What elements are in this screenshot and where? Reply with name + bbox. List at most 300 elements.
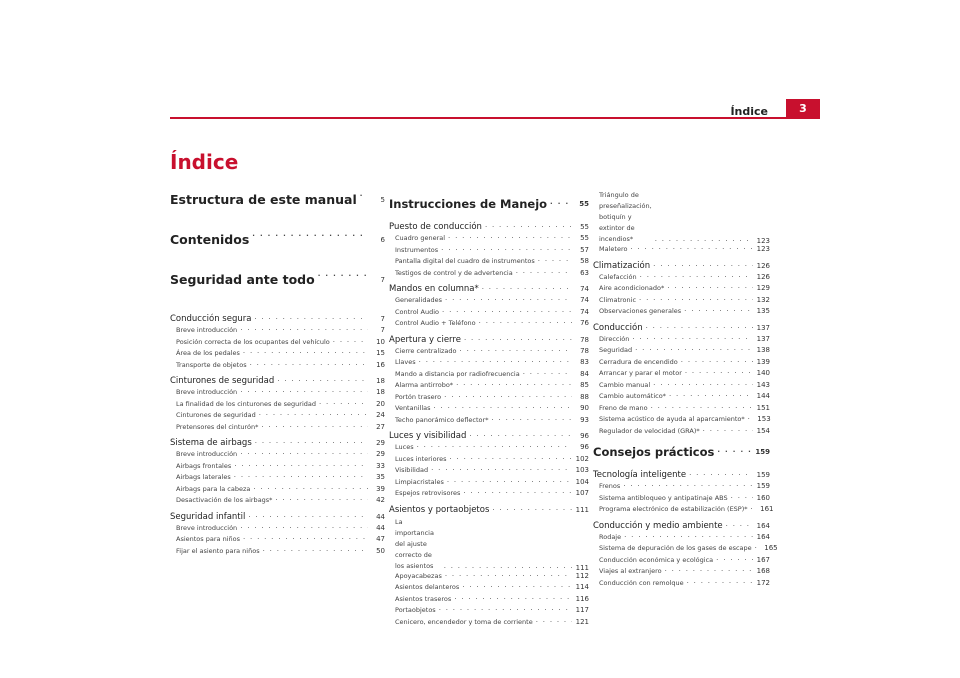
toc-subentry[interactable]	[593, 335, 770, 347]
dot-leader	[318, 272, 368, 280]
toc-main-heading[interactable]	[170, 270, 385, 310]
toc-subentry[interactable]	[389, 308, 589, 320]
dot-leader	[667, 284, 753, 292]
toc-entry-label: Conducción	[593, 322, 643, 333]
header-rule	[170, 117, 820, 119]
toc-subentry[interactable]	[593, 369, 770, 381]
toc-entry-label: Testigos de control y de advertencia	[395, 268, 513, 277]
toc-entry-label: Breve introducción	[176, 450, 238, 458]
toc-subentry[interactable]	[389, 404, 589, 416]
dot-leader	[516, 269, 572, 277]
toc-entry-label: Mandos en columna*	[389, 284, 479, 294]
toc-page-number: 16	[376, 360, 385, 369]
toc-entry-label: Pantalla digital del cuadro de instrumentos	[395, 257, 535, 265]
dot-leader	[255, 439, 368, 447]
toc-subentry[interactable]	[170, 450, 385, 462]
dot-leader	[653, 381, 753, 389]
toc-page-number: 159	[756, 482, 770, 490]
toc-subentry[interactable]	[389, 455, 589, 467]
toc-entry-label: Instrumentos	[395, 245, 439, 254]
toc-entry-label: Breve introducción	[176, 326, 238, 334]
toc-entry-label: Programa electrónico de estabilización (ESP)*	[599, 505, 748, 513]
toc-entry-label: Estructura de este manual	[170, 192, 357, 207]
toc-section[interactable]	[170, 312, 385, 326]
toc-page-number: 143	[756, 380, 770, 389]
dot-leader	[248, 513, 368, 521]
dot-leader	[360, 192, 368, 200]
dot-leader	[240, 450, 368, 458]
toc-entry-label: Mando a distancia por radiofrecuencia	[395, 369, 520, 378]
toc-main-heading[interactable]	[170, 230, 385, 270]
toc-entry-label: Airbags para la cabeza	[176, 484, 251, 493]
dot-leader	[538, 257, 572, 265]
toc-subentry[interactable]	[389, 466, 589, 478]
toc-subentry[interactable]	[170, 473, 385, 485]
toc-subentry[interactable]	[170, 349, 385, 361]
toc-entry-label: Posición correcta de los ocupantes del vehículo	[176, 337, 330, 346]
toc-subentry[interactable]	[170, 411, 385, 423]
toc-subentry[interactable]	[593, 346, 770, 358]
toc-page-number: 123	[756, 245, 770, 253]
dot-leader	[491, 416, 572, 424]
toc-entry-label: Cierre centralizado	[395, 346, 457, 355]
toc-entry-label: Apertura y cierre	[389, 334, 461, 345]
toc-entry-label: Asientos y portaobjetos	[389, 504, 490, 515]
toc-entry-label: Conducción económica y ecológica	[599, 555, 714, 564]
dot-leader	[243, 535, 368, 543]
toc-entry-label: Área de los pedales	[176, 349, 240, 357]
toc-subentry[interactable]	[593, 273, 770, 285]
toc-subentry[interactable]	[389, 296, 589, 308]
toc-main-heading[interactable]	[170, 190, 385, 230]
toc-page-number: 107	[575, 489, 589, 497]
toc-entry-label: Aire acondicionado*	[599, 284, 665, 292]
toc-page-number: 10	[376, 337, 385, 346]
toc-section[interactable]	[593, 259, 770, 273]
toc-subentry[interactable]	[389, 370, 589, 382]
toc-subentry[interactable]	[593, 284, 770, 296]
toc-page-number: 132	[756, 295, 770, 304]
toc-subentry[interactable]	[593, 190, 770, 245]
toc-subentry[interactable]	[389, 358, 589, 370]
toc-subentry[interactable]	[389, 416, 589, 428]
toc-subentry[interactable]	[593, 494, 770, 506]
toc-entry-label: Conducción segura	[170, 314, 252, 324]
toc-entry-label: Triángulo de preseñalización, botiquín y extintor de incendios*	[599, 191, 652, 243]
toc-page-number: 20	[376, 399, 385, 408]
toc-entry-label: Sistema acústico de ayuda al aparcamiento*	[599, 415, 745, 423]
toc-subentry[interactable]	[170, 496, 385, 508]
toc-page-number: 126	[756, 261, 770, 270]
dot-leader	[731, 494, 753, 502]
toc-page-number: 139	[756, 357, 770, 366]
dot-leader	[444, 393, 572, 401]
toc-subentry[interactable]	[389, 393, 589, 405]
toc-page-number: 47	[376, 535, 385, 543]
toc-page-number: 7	[380, 276, 385, 284]
toc-entry-label: Frenos	[599, 482, 621, 490]
dot-leader	[441, 246, 572, 254]
toc-section[interactable]	[389, 333, 589, 347]
toc-subentry[interactable]	[389, 517, 589, 572]
dot-leader	[640, 273, 753, 281]
toc-section[interactable]	[389, 429, 589, 443]
toc-section[interactable]	[389, 503, 589, 517]
toc-entry-label: Luces y visibilidad	[389, 431, 467, 441]
toc-subentry[interactable]	[170, 462, 385, 474]
dot-leader	[665, 567, 753, 575]
dot-leader	[462, 583, 572, 591]
toc-subentry[interactable]	[593, 567, 770, 579]
toc-subentry[interactable]	[593, 533, 770, 545]
toc-subentry[interactable]	[389, 257, 589, 269]
toc-subentry[interactable]	[593, 404, 770, 416]
toc-subentry[interactable]	[389, 443, 589, 455]
dot-leader	[479, 319, 572, 327]
toc-page-number: 111	[575, 505, 589, 514]
toc-part-heading[interactable]	[593, 438, 770, 466]
toc-page-number: 83	[580, 358, 589, 366]
toc-page-number: 29	[376, 439, 385, 447]
toc-entry-label: Portón trasero	[395, 392, 442, 401]
toc-entry-label: Climatronic	[599, 295, 637, 304]
toc-entry-label: Cambio manual	[599, 380, 651, 389]
toc-section[interactable]	[170, 510, 385, 524]
dot-leader	[651, 404, 753, 412]
toc-page-number: 164	[756, 521, 770, 530]
dot-leader	[234, 462, 368, 470]
toc-subentry[interactable]	[389, 246, 589, 258]
dot-leader	[454, 595, 572, 603]
toc-page-number: 39	[376, 484, 385, 493]
toc-page-number: 129	[756, 284, 770, 292]
toc-subentry[interactable]	[170, 400, 385, 412]
dot-leader	[550, 200, 572, 208]
toc-entry-label: Transporte de objetos	[176, 360, 247, 369]
dot-leader	[277, 377, 368, 385]
toc-page-number: 151	[756, 403, 770, 412]
toc-subentry[interactable]	[389, 319, 589, 331]
toc-entry-label: Rodaje	[599, 532, 622, 541]
toc-page-number: 84	[580, 369, 589, 378]
toc-entry-label: Conducción y medio ambiente	[593, 520, 723, 531]
toc-column-2	[389, 190, 589, 629]
toc-entry-label: Airbags frontales	[176, 461, 232, 470]
toc-page-number: 35	[376, 473, 385, 481]
toc-subentry[interactable]	[170, 326, 385, 338]
dot-leader	[240, 388, 368, 396]
dot-leader	[630, 245, 753, 253]
toc-subentry[interactable]	[170, 338, 385, 350]
dot-leader	[646, 324, 753, 332]
toc-subentry[interactable]	[593, 505, 774, 517]
toc-entry-label: Cambio automático*	[599, 392, 666, 400]
toc-subentry[interactable]	[593, 482, 770, 494]
toc-entry-label: Arrancar y parar el motor	[599, 369, 682, 377]
toc-page-number: 159	[755, 448, 770, 456]
toc-page-number: 121	[575, 617, 589, 626]
toc-page-number: 159	[756, 471, 770, 479]
toc-entry-label: Observaciones generales	[599, 307, 682, 315]
dot-leader	[482, 285, 572, 293]
page-title: Índice	[170, 150, 239, 174]
toc-page-number: 44	[376, 512, 385, 521]
toc-entry-label: Cinturones de seguridad	[170, 376, 275, 386]
toc-page-number: 161	[760, 505, 774, 513]
toc-subentry[interactable]	[593, 544, 778, 556]
toc-subentry[interactable]	[389, 381, 589, 393]
toc-subentry[interactable]	[593, 556, 770, 568]
dot-leader	[726, 522, 753, 530]
dot-leader	[689, 471, 753, 479]
toc-subentry[interactable]	[389, 583, 589, 595]
dot-leader	[684, 307, 753, 315]
toc-subentry[interactable]	[593, 358, 770, 370]
toc-page-number: 29	[376, 450, 385, 458]
toc-entry-label: Generalidades	[395, 296, 443, 304]
toc-entry-label: Regulador de velocidad (GRA)*	[599, 426, 700, 435]
toc-entry-label: Consejos prácticos	[593, 445, 715, 459]
toc-column-1	[170, 190, 385, 558]
toc-subentry[interactable]	[389, 572, 589, 584]
toc-page-number: 114	[575, 583, 589, 591]
dot-leader	[445, 296, 572, 304]
toc-entry-label: Cerradura de encendido	[599, 357, 678, 366]
toc-section[interactable]	[389, 220, 589, 234]
toc-page-number: 5	[380, 196, 385, 204]
toc-page-number: 27	[376, 422, 385, 431]
toc-subentry[interactable]	[170, 361, 385, 373]
toc-entry-label: Asientos para niños	[176, 535, 240, 543]
running-header-title: Índice	[730, 105, 768, 118]
toc-entry-label: Control Audio + Teléfono	[395, 319, 476, 327]
dot-leader	[439, 606, 572, 614]
toc-page-number: 102	[575, 454, 589, 463]
toc-entry-label: Control Audio	[395, 307, 440, 316]
dot-leader	[252, 232, 368, 240]
dot-leader	[681, 358, 753, 366]
toc-entry-label: Contenidos	[170, 232, 250, 247]
toc-page-number: 58	[580, 257, 589, 265]
toc-entry-label: Freno de mano	[599, 403, 648, 412]
dot-leader	[448, 234, 572, 242]
toc-page-number: 18	[376, 388, 385, 396]
toc-page-number: 137	[756, 334, 770, 343]
toc-page-number: 63	[580, 268, 589, 277]
toc-entry-label: Espejos retrovisores	[395, 489, 461, 497]
toc-entry-label: Pretensores del cinturón*	[176, 422, 259, 431]
toc-page-number: 123	[756, 237, 770, 245]
toc-page-number: 160	[756, 493, 770, 502]
toc-subentry[interactable]	[593, 415, 770, 427]
toc-entry-label: Sistema antibloqueo y antipatinaje ABS	[599, 493, 728, 502]
dot-leader	[444, 564, 572, 572]
toc-section[interactable]	[593, 321, 770, 335]
toc-page-number: 103	[575, 466, 589, 474]
dot-leader	[240, 524, 368, 532]
toc-page-number: 7	[380, 326, 385, 334]
toc-subentry[interactable]	[593, 307, 770, 319]
dot-leader	[263, 547, 368, 555]
toc-page-number: 78	[580, 346, 589, 355]
toc-entry-label: Fijar el asiento para niños	[176, 546, 260, 555]
toc-page-number: 104	[575, 477, 589, 486]
toc-entry-label: Conducción con remolque	[599, 578, 684, 587]
toc-subentry[interactable]	[389, 234, 589, 246]
toc-page-number: 153	[757, 415, 771, 423]
toc-entry-label: Cinturones de seguridad	[176, 411, 256, 419]
dot-leader	[751, 505, 757, 513]
dot-leader	[536, 618, 572, 626]
toc-page-number: 7	[380, 315, 385, 323]
toc-page-number: 74	[580, 307, 589, 316]
dot-leader	[259, 411, 368, 419]
toc-page-number: 144	[756, 392, 770, 400]
toc-entry-label: Asientos traseros	[395, 594, 452, 603]
toc-page-number: 90	[580, 404, 589, 412]
toc-section[interactable]	[593, 468, 770, 482]
dot-leader	[434, 404, 573, 412]
toc-page-number: 6	[380, 236, 385, 244]
toc-entry-label: Alarma antirrobo*	[395, 381, 454, 389]
toc-entry-label: Airbags laterales	[176, 473, 231, 481]
toc-entry-label: Cenicero, encendedor y toma de corriente	[395, 617, 533, 626]
toc-subentry[interactable]	[593, 427, 770, 439]
toc-entry-label: Portaobjetos	[395, 606, 436, 614]
toc-subentry[interactable]	[170, 524, 385, 536]
toc-entry-label: Sistema de airbags	[170, 438, 252, 448]
toc-subentry[interactable]	[170, 535, 385, 547]
toc-entry-label: Viajes al extranjero	[599, 567, 662, 575]
toc-subentry[interactable]	[593, 381, 770, 393]
toc-entry-label: Apoyacabezas	[395, 571, 442, 580]
toc-page-number: 44	[376, 523, 385, 532]
toc-subentry[interactable]	[389, 606, 589, 618]
toc-subentry[interactable]	[170, 547, 385, 559]
toc-page-number: 55	[580, 223, 589, 231]
toc-entry-label: Breve introducción	[176, 388, 238, 396]
toc-entry-label: Seguridad infantil	[170, 511, 246, 522]
toc-column-3	[593, 190, 778, 590]
toc-page-number: 88	[580, 392, 589, 401]
toc-entry-label: Sistema de depuración de los gases de escape	[599, 544, 752, 552]
toc-page-number: 168	[756, 567, 770, 575]
toc-section[interactable]	[593, 519, 770, 533]
dot-leader	[253, 485, 368, 493]
toc-page-number: 18	[376, 377, 385, 385]
toc-page-number: 116	[575, 594, 589, 603]
dot-leader	[254, 315, 368, 323]
toc-subentry[interactable]	[389, 595, 589, 607]
toc-subentry[interactable]	[593, 296, 770, 308]
toc-entry-label: Asientos delanteros	[395, 583, 460, 591]
toc-section[interactable]	[170, 374, 385, 388]
toc-subentry[interactable]	[170, 485, 385, 497]
dot-leader	[523, 370, 572, 378]
toc-page-number: 137	[756, 323, 770, 332]
toc-page-number: 126	[756, 272, 770, 281]
dot-leader	[653, 262, 753, 270]
toc-page-number: 42	[376, 496, 385, 504]
toc-entry-label: Cuadro general	[395, 234, 446, 242]
toc-entry-label: Techo panorámico deflector*	[395, 415, 489, 424]
dot-leader	[623, 482, 753, 490]
dot-leader	[250, 361, 368, 369]
toc-entry-label: Calefacción	[599, 272, 637, 281]
toc-page-number: 76	[580, 319, 589, 327]
toc-page-number: 140	[756, 369, 770, 377]
toc-subentry[interactable]	[389, 478, 589, 490]
dot-leader	[685, 369, 753, 377]
dot-leader	[669, 392, 753, 400]
dot-leader	[492, 506, 572, 514]
dot-leader	[703, 427, 753, 435]
toc-page-number: 96	[580, 432, 589, 440]
toc-page-number: 112	[575, 571, 589, 580]
toc-page-number: 172	[756, 578, 770, 587]
dot-leader	[445, 572, 572, 580]
dot-leader	[417, 443, 572, 451]
toc-subentry[interactable]	[170, 423, 385, 435]
toc-subentry[interactable]	[389, 618, 589, 630]
toc-subentry[interactable]	[593, 392, 770, 404]
dot-leader	[333, 338, 368, 346]
dot-leader	[717, 448, 752, 456]
toc-part-heading[interactable]	[389, 190, 589, 218]
toc-page-number: 74	[580, 285, 589, 293]
dot-leader	[419, 358, 572, 366]
toc-entry-label: Luces	[395, 443, 414, 451]
toc-section[interactable]	[389, 282, 589, 296]
toc-entry-label: Breve introducción	[176, 523, 238, 532]
toc-entry-label: Llaves	[395, 358, 416, 366]
dot-leader	[716, 556, 753, 564]
toc-entry-label: Climatización	[593, 260, 651, 271]
dot-leader	[755, 544, 761, 552]
toc-page-number: 15	[376, 349, 385, 357]
toc-subentry[interactable]	[170, 388, 385, 400]
toc-section[interactable]	[170, 436, 385, 450]
toc-page-number: 55	[580, 234, 589, 242]
toc-entry-label: Ventanillas	[395, 404, 431, 412]
toc-page-number: 50	[376, 546, 385, 555]
toc-subentry[interactable]	[389, 269, 589, 281]
toc-subentry[interactable]	[593, 579, 770, 591]
dot-leader	[624, 533, 753, 541]
toc-entry-label: Maletero	[599, 245, 628, 253]
toc-entry-label: La finalidad de los cinturones de seguridad	[176, 399, 316, 408]
dot-leader	[632, 335, 753, 343]
toc-entry-label: Visibilidad	[395, 466, 429, 474]
dot-leader	[450, 455, 573, 463]
dot-leader	[240, 326, 368, 334]
toc-subentry[interactable]	[389, 489, 589, 501]
toc-entry-label: Seguridad	[599, 346, 633, 354]
toc-subentry[interactable]	[593, 245, 770, 257]
dot-leader	[464, 336, 572, 344]
dot-leader	[687, 579, 753, 587]
toc-entry-label: Puesto de conducción	[389, 222, 482, 232]
toc-page-number: 55	[579, 200, 589, 208]
toc-entry-label: Instrucciones de Manejo	[389, 197, 548, 211]
dot-leader	[447, 478, 572, 486]
toc-page-number: 24	[376, 411, 385, 419]
dot-leader	[319, 400, 368, 408]
toc-page-number: 135	[756, 307, 770, 315]
dot-leader	[639, 296, 753, 304]
toc-subentry[interactable]	[389, 347, 589, 359]
dot-leader	[243, 349, 368, 357]
